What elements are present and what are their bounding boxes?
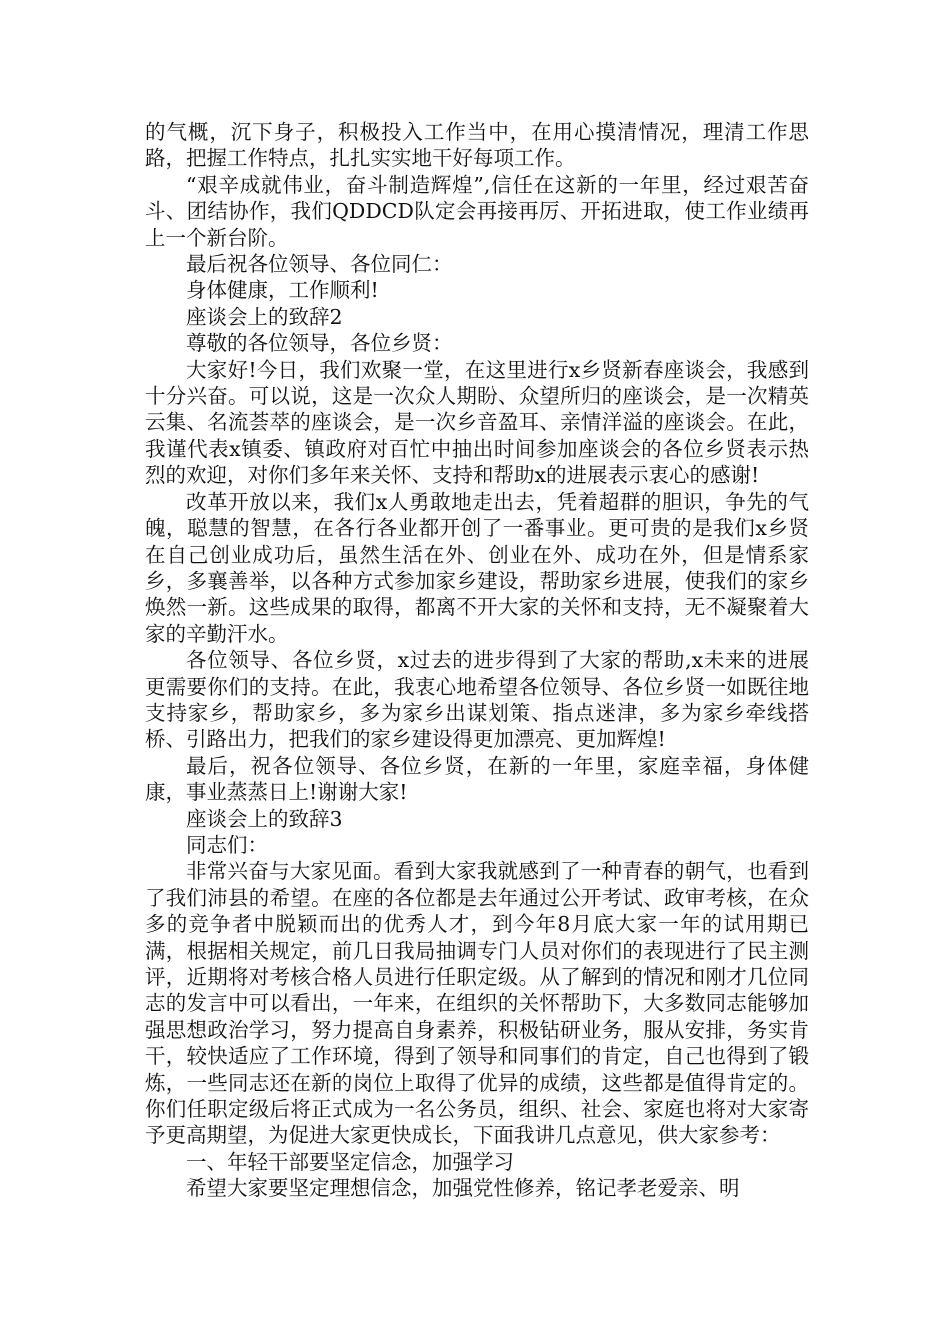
paragraph: 各位领导、各位乡贤，x过去的进步得到了大家的帮助,x未来的进展更需要你们的支持。在此，我衷心地希望各位领导、各位乡贤一如既往地支持家乡，帮助家乡，多为家乡出谋划策、指点迷津，多为家乡牵线搭桥、引路出力，把我们的家乡建设得更加漂亮、更加辉煌!: [145, 648, 809, 752]
paragraph: 身体健康，工作顺利!: [186, 278, 379, 303]
paragraph: 最后，祝各位领导、各位乡贤，在新的一年里，家庭幸福，身体健康，事业蒸蒸日上!谢谢大家!: [145, 753, 809, 805]
salutation: 同志们：: [186, 832, 268, 857]
section-heading: 座谈会上的致辞2: [186, 304, 343, 329]
paragraph: 改革开放以来，我们x人勇敢地走出去，凭着超群的胆识，争先的气魄，聪慧的智慧，在各行各业都开创了一番事业。更可贵的是我们x乡贤在自己创业成功后，虽然生活在外、创业在外、成功在外，但是情系家乡，多襄善举，以各种方式参加家乡建设，帮助家乡进展，使我们的家乡焕然一新。这些成果的取得，都离不开大家的关怀和支持，无不凝聚着大家的辛勤汗水。: [145, 489, 809, 646]
paragraph: “艰辛成就伟业，奋斗制造辉煌”,信任在这新的一年里，经过艰苦奋斗、团结协作，我们QDDCD队定会再接再厉、开拓进取，使工作业绩再上一个新台阶。: [145, 172, 809, 250]
section-heading: 座谈会上的致辞3: [186, 806, 343, 831]
subheading: 一、年轻干部要坚定信念，加强学习: [186, 1149, 514, 1174]
paragraph: 非常兴奋与大家见面。看到大家我就感到了一种青春的朝气，也看到了我们沛县的希望。在座的各位都是去年通过公开考试、政审考核，在众多的竞争者中脱颖而出的优秀人才，到今年8月底大家一年的试用期已满，根据相关规定，前几日我局抽调专门人员对你们的表现进行了民主测评，近期将对考核合格人员进行任职定级。从了解到的情况和刚才几位同志的发言中可以看出，一年来，在组织的关怀帮助下，大多数同志能够加强思想政治学习，努力提高自身素养，积极钻研业务，服从安排，务实肯干，较快适应了工作环境，得到了领导和同事们的肯定，自己也得到了锻炼，一些同志还在新的岗位上取得了优异的成绩，这些都是值得肯定的。你们任职定级后将正式成为一名公务员，组织、社会、家庭也将对大家寄予更高期望，为促进大家更快成长，下面我讲几点意见，供大家参考：: [145, 859, 809, 1148]
paragraph: 最后祝各位领导、各位同仁：: [186, 252, 453, 277]
paragraph: 希望大家要坚定理想信念，加强党性修养，铭记孝老爱亲、明: [186, 1176, 740, 1201]
paragraph: 的气概，沉下身子，积极投入工作当中，在用心摸清情况，理清工作思路，把握工作特点，扎扎实实地干好每项工作。: [145, 120, 809, 171]
document-page: [145, 119, 809, 1202]
paragraph: 大家好!今日，我们欢聚一堂，在这里进行x乡贤新春座谈会，我感到十分兴奋。可以说，这是一次众人期盼、众望所归的座谈会，是一次精英云集、名流荟萃的座谈会，是一次乡音盈耳、亲情洋溢的座谈会。在此，我谨代表x镇委、镇政府对百忙中抽出时间参加座谈会的各位乡贤表示热烈的欢迎，对你们多年来关怀、支持和帮助x的进展表示衷心的感谢!: [145, 357, 809, 488]
salutation: 尊敬的各位领导，各位乡贤：: [186, 331, 453, 356]
